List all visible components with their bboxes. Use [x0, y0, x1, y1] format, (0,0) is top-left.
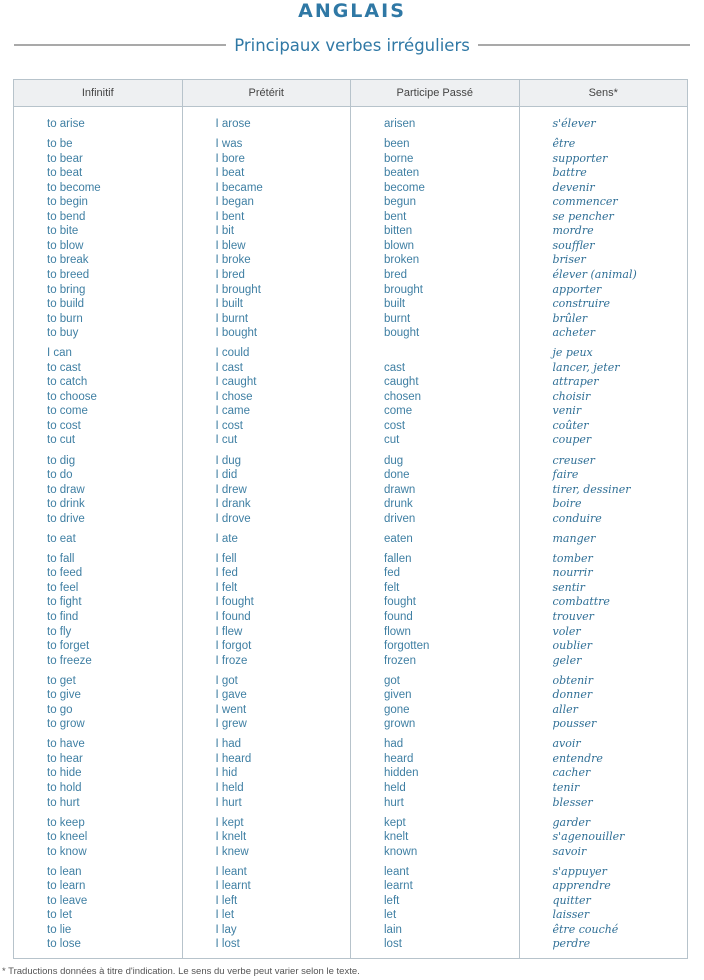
cell-participe-passe: fought	[384, 596, 416, 609]
cell-infinitif: to dig	[47, 454, 76, 467]
cell-sens: apporter	[552, 282, 602, 296]
cell-preterit: I grew	[215, 718, 247, 731]
cell-sens: venir	[552, 404, 582, 418]
cell-participe-passe: fallen	[384, 552, 412, 565]
cell-infinitif: to cut	[47, 434, 76, 447]
cell-sens: entendre	[552, 751, 603, 765]
cell-sens: sentir	[552, 580, 585, 594]
cell-sens: je peux	[552, 346, 593, 360]
cell-preterit: I bred	[215, 268, 245, 281]
verb-group	[553, 346, 688, 448]
cell-infinitif: to choose	[47, 390, 97, 403]
cell-infinitif: to feel	[47, 581, 79, 594]
cell-participe-passe: lost	[384, 938, 402, 951]
cell-sens: tenir	[552, 781, 580, 795]
verb-group	[553, 674, 688, 732]
cell-sens: obtenir	[552, 673, 593, 687]
cell-participe-passe: heard	[384, 752, 414, 765]
cell-infinitif: to learn	[47, 880, 86, 893]
cell-participe-passe: drunk	[384, 498, 413, 511]
cell-infinitif: to cast	[47, 361, 81, 374]
cell-sens: souffler	[552, 238, 595, 252]
cell-sens: attraper	[552, 375, 599, 389]
cell-preterit: I fed	[215, 567, 238, 580]
cell-participe-passe: let	[384, 909, 397, 922]
cell-infinitif: to blow	[47, 239, 84, 252]
cell-preterit: I cost	[215, 419, 243, 432]
cell-sens: combattre	[552, 595, 610, 609]
cell-participe-passe: known	[384, 845, 418, 858]
cell-preterit: I brought	[215, 283, 261, 296]
cell-sens: construire	[552, 297, 611, 311]
cell-participe-passe: bred	[384, 268, 408, 281]
cell-preterit: I kept	[215, 816, 244, 829]
table-body	[14, 107, 687, 959]
cell-sens: avoir	[552, 737, 581, 751]
cell-participe-passe: caught	[384, 376, 419, 389]
verb-group	[216, 737, 351, 810]
page-subtitle: Principaux verbes irréguliers	[234, 35, 470, 55]
header-sens: Sens*	[519, 80, 688, 106]
cell-infinitif: to give	[47, 689, 81, 702]
cell-sens: manger	[552, 531, 596, 545]
verb-group	[47, 137, 182, 341]
column-sens	[519, 107, 688, 959]
cell-participe-passe: bitten	[384, 225, 413, 238]
cell-sens: geler	[552, 653, 582, 667]
verb-group	[47, 865, 182, 952]
cell-participe-passe: come	[384, 405, 413, 418]
cell-participe-passe: forgotten	[384, 640, 430, 653]
cell-infinitif: to build	[47, 298, 85, 311]
cell-participe-passe: fed	[384, 567, 400, 580]
header-preterit: Prétérit	[182, 80, 351, 106]
cell-infinitif: to burn	[47, 312, 83, 325]
cell-participe-passe: begun	[384, 196, 416, 209]
cell-preterit: I built	[215, 298, 243, 311]
cell-preterit: I got	[215, 674, 238, 687]
footnote: * Traductions données à titre d'indication. Le sens du verbe peut varier selon le texte.	[2, 966, 360, 977]
cell-preterit: I ate	[215, 532, 238, 545]
cell-preterit: I was	[215, 138, 243, 151]
cell-sens: supporter	[552, 151, 608, 165]
cell-participe-passe: knelt	[384, 831, 409, 844]
cell-preterit: I held	[215, 782, 244, 795]
verb-group	[47, 532, 182, 547]
cell-preterit: I cast	[215, 361, 243, 374]
cell-infinitif: to lean	[47, 865, 82, 878]
cell-sens: mordre	[552, 224, 594, 238]
cell-sens: voler	[552, 624, 581, 638]
cell-sens: garder	[552, 815, 591, 829]
irregular-verbs-table	[13, 79, 688, 959]
verb-group	[384, 674, 519, 732]
verb-group	[216, 552, 351, 668]
cell-participe-passe: arisen	[384, 118, 416, 130]
cell-sens: conduire	[552, 511, 602, 525]
cell-sens: nourrir	[552, 566, 593, 580]
cell-sens: acheter	[552, 326, 596, 340]
verb-group	[384, 737, 519, 810]
verb-group	[553, 137, 688, 341]
cell-participe-passe: felt	[384, 581, 400, 594]
cell-sens: quitter	[552, 893, 591, 907]
cell-preterit: I came	[215, 405, 251, 418]
cell-sens: être couché	[552, 922, 619, 936]
cell-infinitif: to leave	[47, 894, 88, 907]
cell-preterit: I found	[215, 611, 251, 623]
cell-infinitif: to hold	[47, 782, 82, 795]
cell-preterit: I fought	[215, 596, 254, 609]
cell-sens: s'agenouiller	[552, 830, 625, 844]
cell-preterit: I became	[215, 181, 263, 194]
cell-infinitif: to lose	[47, 938, 81, 951]
cell-sens: blesser	[552, 795, 593, 809]
verb-group	[384, 552, 519, 668]
cell-infinitif: to buy	[47, 327, 79, 340]
cell-sens: être	[552, 137, 576, 151]
verb-group	[216, 816, 351, 860]
cell-infinitif: to become	[47, 181, 101, 194]
verb-group	[384, 532, 519, 547]
cell-participe-passe	[384, 346, 519, 361]
cell-infinitif: to kneel	[47, 831, 88, 844]
cell-preterit: I dug	[215, 454, 242, 467]
cell-sens: creuser	[552, 453, 595, 467]
cell-infinitif: to fall	[47, 552, 75, 565]
cell-participe-passe: built	[384, 298, 406, 311]
verb-group	[47, 737, 182, 810]
cell-preterit: I heard	[215, 752, 252, 765]
verb-group	[384, 346, 519, 448]
cell-infinitif: to hurt	[47, 796, 80, 809]
cell-participe-passe: gone	[384, 703, 410, 716]
verb-group	[216, 346, 351, 448]
cell-preterit: I froze	[215, 654, 248, 667]
cell-preterit: I gave	[215, 689, 247, 702]
cell-infinitif: to be	[47, 138, 73, 151]
cell-infinitif: to have	[47, 738, 85, 751]
cell-participe-passe: burnt	[384, 312, 411, 325]
cell-participe-passe: left	[384, 894, 400, 907]
cell-infinitif: to keep	[47, 816, 85, 829]
cell-preterit: I did	[215, 469, 238, 482]
cell-participe-passe: broken	[384, 254, 420, 267]
cell-infinitif: to bear	[47, 152, 83, 165]
cell-sens: battre	[552, 166, 587, 180]
column-preterit	[182, 107, 351, 959]
cell-preterit: I hurt	[215, 796, 242, 809]
cell-sens: élever (animal)	[552, 267, 637, 281]
cell-preterit: I leant	[215, 865, 247, 878]
cell-participe-passe: frozen	[384, 654, 416, 667]
cell-preterit: I knew	[215, 845, 249, 858]
cell-preterit: I bore	[215, 152, 245, 165]
cell-infinitif: to cost	[47, 419, 81, 432]
verb-group	[384, 816, 519, 860]
cell-sens: tomber	[552, 551, 593, 565]
cell-participe-passe: grown	[384, 718, 416, 731]
cell-preterit: I let	[215, 909, 235, 922]
cell-infinitif: to eat	[47, 532, 76, 545]
cell-preterit: I bought	[215, 327, 258, 340]
cell-participe-passe: cut	[384, 434, 400, 447]
header-participe-passe: Participe Passé	[350, 80, 519, 106]
cell-infinitif: to freeze	[47, 654, 92, 667]
cell-sens: faire	[552, 468, 579, 482]
verb-group	[216, 674, 351, 732]
left-rule	[14, 44, 226, 46]
cell-infinitif: to fight	[47, 596, 82, 609]
page-title: ANGLAIS	[298, 0, 406, 22]
cell-participe-passe: cast	[384, 361, 406, 374]
cell-participe-passe: given	[384, 689, 412, 702]
verb-group	[216, 454, 351, 527]
cell-sens: s'appuyer	[552, 864, 607, 878]
cell-participe-passe: beaten	[384, 167, 420, 180]
cell-infinitif: to find	[47, 611, 79, 623]
cell-sens: apprendre	[552, 879, 611, 893]
verb-group	[216, 532, 351, 547]
cell-participe-passe: blown	[384, 239, 415, 252]
cell-participe-passe: borne	[384, 152, 414, 165]
cell-preterit: I fell	[215, 552, 237, 565]
cell-preterit: I lost	[215, 938, 240, 951]
verb-group	[384, 137, 519, 341]
verb-group	[216, 137, 351, 341]
cell-infinitif: to drive	[47, 512, 85, 525]
cell-infinitif: to do	[47, 469, 73, 482]
column-infinitif	[14, 107, 182, 959]
cell-infinitif: to catch	[47, 376, 88, 389]
cell-infinitif: to drink	[47, 498, 85, 511]
cell-participe-passe: held	[384, 782, 406, 795]
verb-group	[553, 532, 688, 547]
cell-preterit: I drew	[215, 483, 247, 496]
verb-group	[47, 816, 182, 860]
cell-infinitif: to feed	[47, 567, 83, 580]
cell-preterit: I bit	[215, 225, 235, 238]
cell-preterit: I went	[215, 703, 247, 716]
cell-sens: commencer	[552, 195, 618, 209]
cell-participe-passe: dug	[384, 454, 404, 467]
cell-sens: briser	[552, 253, 586, 267]
cell-preterit: I caught	[215, 376, 257, 389]
cell-sens: s'élever	[552, 117, 596, 130]
cell-preterit: I could	[215, 347, 250, 360]
cell-sens: savoir	[552, 844, 587, 858]
cell-preterit: I bent	[215, 210, 245, 223]
cell-infinitif: to arise	[47, 118, 85, 130]
cell-infinitif: to get	[47, 674, 76, 687]
cell-sens: trouver	[552, 610, 594, 623]
cell-infinitif: to come	[47, 405, 88, 418]
verb-group	[47, 552, 182, 668]
verb-group	[553, 117, 688, 132]
cell-participe-passe: bought	[384, 327, 420, 340]
cell-preterit: I drank	[215, 498, 251, 511]
verb-group	[47, 117, 182, 132]
cell-preterit: I blew	[215, 239, 246, 252]
cell-participe-passe: been	[384, 138, 410, 151]
cell-participe-passe: hidden	[384, 767, 419, 780]
cell-participe-passe: learnt	[384, 880, 413, 893]
verb-group	[384, 865, 519, 952]
cell-preterit: I burnt	[215, 312, 249, 325]
cell-infinitif: I can	[47, 347, 72, 360]
cell-sens: aller	[552, 702, 578, 716]
cell-infinitif: to break	[47, 254, 89, 267]
cell-infinitif: to hide	[47, 767, 82, 780]
header-infinitif: Infinitif	[81, 87, 114, 99]
cell-sens: oublier	[552, 639, 593, 653]
cell-participe-passe: kept	[384, 816, 406, 829]
cell-participe-passe: flown	[384, 625, 411, 638]
cell-sens: boire	[552, 497, 582, 511]
right-rule	[478, 44, 690, 46]
cell-participe-passe: drawn	[384, 483, 416, 496]
cell-infinitif: to bite	[47, 225, 79, 238]
column-participe-passe	[350, 107, 519, 959]
cell-sens: tirer, dessiner	[552, 482, 631, 496]
cell-sens: donner	[552, 688, 593, 702]
cell-preterit: I broke	[215, 254, 251, 267]
verb-group	[553, 454, 688, 527]
cell-sens: se pencher	[552, 209, 614, 223]
cell-infinitif: to go	[47, 703, 73, 716]
verb-group	[216, 117, 351, 132]
cell-infinitif: to grow	[47, 718, 85, 731]
cell-preterit: I lay	[215, 923, 237, 936]
cell-sens: coûter	[552, 418, 589, 432]
table-header	[14, 80, 687, 107]
cell-preterit: I beat	[215, 167, 245, 180]
subtitle-row	[14, 30, 690, 60]
verb-group	[47, 454, 182, 527]
verb-group	[216, 865, 351, 952]
cell-sens: devenir	[552, 180, 595, 194]
cell-infinitif: to forget	[47, 640, 90, 653]
cell-infinitif: to fly	[47, 625, 72, 638]
verb-group	[47, 346, 182, 448]
cell-preterit: I learnt	[215, 880, 251, 893]
cell-sens: couper	[552, 433, 592, 447]
cell-infinitif: to know	[47, 845, 87, 858]
cell-participe-passe: driven	[384, 512, 416, 525]
verb-group	[47, 674, 182, 732]
cell-participe-passe: cost	[384, 419, 406, 432]
cell-preterit: I hid	[215, 767, 238, 780]
cell-preterit: I chose	[215, 390, 253, 403]
cell-infinitif: to bend	[47, 210, 86, 223]
cell-preterit: I began	[215, 196, 254, 209]
cell-participe-passe: brought	[384, 283, 424, 296]
cell-preterit: I arose	[215, 118, 251, 130]
cell-sens: choisir	[552, 389, 591, 403]
cell-sens: perdre	[552, 937, 591, 951]
cell-participe-passe: done	[384, 469, 410, 482]
cell-preterit: I had	[215, 738, 242, 751]
cell-participe-passe: had	[384, 738, 404, 751]
cell-sens: lancer, jeter	[552, 360, 620, 374]
cell-infinitif: to hear	[47, 752, 83, 765]
cell-infinitif: to draw	[47, 483, 85, 496]
cell-infinitif: to beat	[47, 167, 83, 180]
cell-infinitif: to let	[47, 909, 72, 922]
cell-participe-passe: bent	[384, 210, 407, 223]
cell-participe-passe: chosen	[384, 390, 422, 403]
cell-participe-passe: leant	[384, 865, 409, 878]
cell-participe-passe: become	[384, 181, 425, 194]
cell-participe-passe: found	[384, 611, 413, 623]
cell-participe-passe: lain	[384, 923, 402, 936]
cell-sens: cacher	[552, 766, 591, 780]
cell-sens: laisser	[552, 908, 590, 922]
verb-group	[553, 816, 688, 860]
cell-infinitif: to breed	[47, 268, 90, 281]
verb-group	[384, 117, 519, 132]
cell-preterit: I felt	[215, 581, 238, 594]
cell-preterit: I flew	[215, 625, 243, 638]
cell-infinitif: to begin	[47, 196, 88, 209]
verb-group	[553, 737, 688, 810]
verb-group	[553, 865, 688, 952]
cell-participe-passe: got	[384, 674, 400, 687]
cell-preterit: I cut	[215, 434, 238, 447]
cell-participe-passe: hurt	[384, 796, 404, 809]
verb-group	[384, 454, 519, 527]
cell-preterit: I knelt	[215, 831, 247, 844]
cell-preterit: I forgot	[215, 640, 252, 653]
verb-group	[553, 552, 688, 668]
cell-preterit: I drove	[215, 512, 251, 525]
cell-infinitif: to bring	[47, 283, 86, 296]
cell-preterit: I left	[215, 894, 238, 907]
cell-sens: brûler	[552, 311, 588, 325]
cell-infinitif: to lie	[47, 923, 72, 936]
cell-participe-passe: eaten	[384, 532, 413, 545]
cell-sens: pousser	[552, 717, 597, 731]
